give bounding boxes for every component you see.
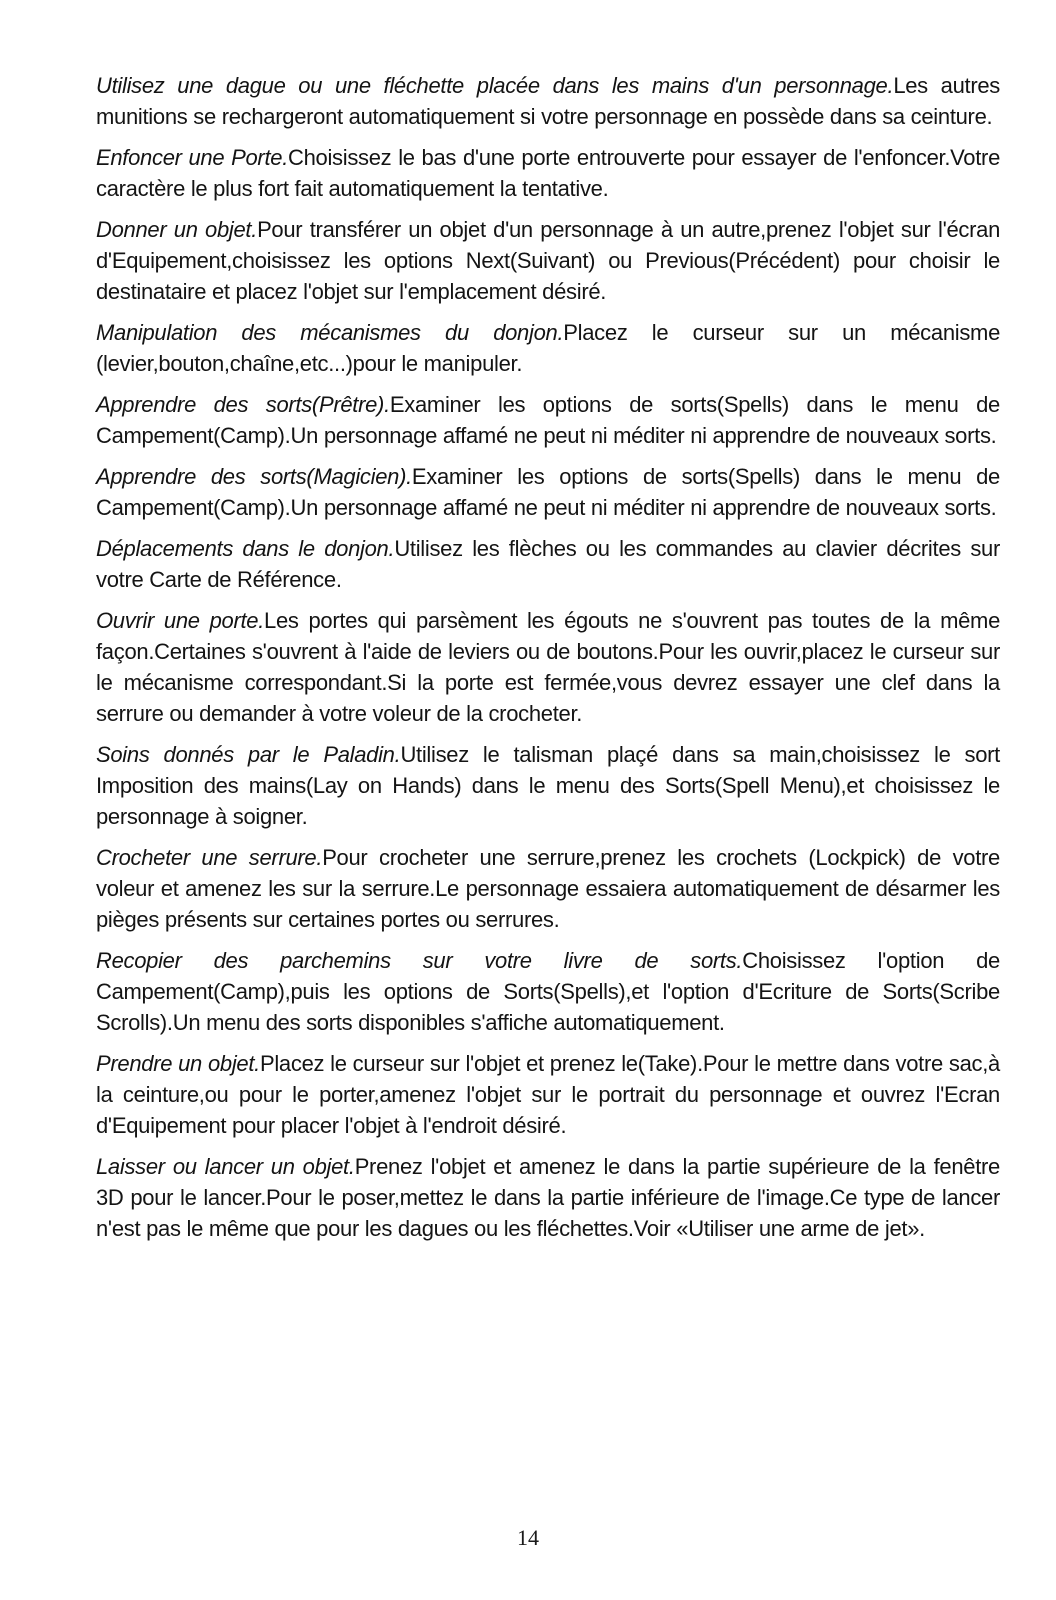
paragraph-drop-throw	[96, 1151, 1000, 1244]
paragraph-open-door	[96, 605, 1000, 729]
paragraph-learn-spells-mage	[96, 461, 1000, 523]
paragraph-heading: Ouvrir une porte.	[96, 608, 265, 633]
paragraph-text: Choisissez l'option de Campement(Camp),puis les options de Sorts(Spells),et l'option d'Ecriture de Sorts(Scribe Scrolls).Un menu des sorts disponibles s'affiche automatiquement.	[96, 948, 1000, 1035]
paragraph-text: Choisissez le bas d'une porte entrouverte pour essayer de l'enfoncer.Votre caractère le plus fort fait automatiquement la tentative.	[96, 145, 1000, 201]
paragraph-heading: Soins donnés par le Paladin.	[96, 742, 401, 767]
paragraph-text: Utilisez le talisman plaçé dans sa main,choisissez le sort Imposition des mains(Lay on Hands) dans le menu des Sorts(Spell Menu),et choisissez le personnage à soigner.	[96, 742, 1000, 829]
paragraph-text: Les portes qui parsèment les égouts ne s'ouvrent pas toutes de la même façon.Certaines s'ouvrent à l'aide de leviers ou de boutons.Pour les ouvrir,placez le curseur sur le mécanisme correspondant.Si la porte est fermée,vous devrez essayer une clef dans la serrure ou demander à votre voleur de la crocheter.	[96, 608, 1001, 726]
paragraph-heading: Donner un objet.	[96, 217, 258, 242]
manual-page-body	[96, 70, 1000, 1254]
paragraph-text: Examiner les options de sorts(Spells) dans le menu de Campement(Camp).Un personnage affamé ne peut ni méditer ni apprendre de nouveaux sorts.	[96, 464, 1000, 520]
paragraph-scribe-scrolls	[96, 945, 1000, 1038]
paragraph-movement	[96, 533, 1000, 595]
paragraph-text: Placez le curseur sur l'objet et prenez le(Take).Pour le mettre dans votre sac,à la ceinture,ou pour le porter,amenez l'objet sur le portrait du personnage et ouvrez l'Ecran d'Equipement pour placer l'objet à l'endroit désiré.	[96, 1051, 1000, 1138]
paragraph-heading: Apprendre des sorts(Magicien).	[96, 464, 412, 489]
paragraph-text: Utilisez les flèches ou les commandes au clavier décrites sur votre Carte de Référence.	[96, 536, 1001, 592]
paragraph-heading: Recopier des parchemins sur votre livre de sorts.	[96, 948, 743, 973]
paragraph-heading: Déplacements dans le donjon.	[96, 536, 395, 561]
paragraph-text: Les autres munitions se rechargeront automatiquement si votre personnage en possède dans sa ceinture.	[96, 73, 1001, 129]
paragraph-heading: Prendre un objet.	[96, 1051, 260, 1076]
paragraph-text: Prenez l'objet et amenez le dans la partie supérieure de la fenêtre 3D pour le lancer.Pour le poser,mettez le dans la partie inférieure de l'image.Ce type de lancer n'est pas le même que pour les dagues ou les fléchettes.Voir «Utiliser une arme de jet».	[96, 1154, 1000, 1241]
paragraph-force-door	[96, 142, 1000, 204]
paragraph-heading: Laisser ou lancer un objet.	[96, 1154, 355, 1179]
paragraph-take-object	[96, 1048, 1000, 1141]
paragraph-text: Pour crocheter une serrure,prenez les crochets (Lockpick) de votre voleur et amenez les sur la serrure.Le personnage essaiera automatiquement de désarmer les pièges présents sur certaines portes ou serrures.	[96, 845, 1000, 932]
paragraph-give-object	[96, 214, 1000, 307]
paragraph-dagger	[96, 70, 1000, 132]
paragraph-text: Placez le curseur sur un mécanisme (levier,bouton,chaîne,etc...)pour le manipuler.	[96, 320, 1001, 376]
paragraph-learn-spells-priest	[96, 389, 1000, 451]
paragraph-pick-lock	[96, 842, 1000, 935]
page-number: 14	[517, 1525, 539, 1550]
paragraph-text: Examiner les options de sorts(Spells) dans le menu de Campement(Camp).Un personnage affamé ne peut ni méditer ni apprendre de nouveaux sorts.	[96, 392, 1000, 448]
paragraph-heading: Manipulation des mécanismes du donjon.	[96, 320, 564, 345]
paragraph-heading: Apprendre des sorts(Prêtre).	[96, 392, 390, 417]
paragraph-text: Pour transférer un objet d'un personnage à un autre,prenez l'objet sur l'écran d'Equipement,choisissez les options Next(Suivant) ou Previous(Précédent) pour choisir le destinataire et placez l'objet sur l'emplacement désiré.	[96, 217, 1001, 304]
paragraph-heading: Enfoncer une Porte.	[96, 145, 289, 170]
paragraph-heading: Crocheter une serrure.	[96, 845, 323, 870]
paragraph-mechanisms	[96, 317, 1000, 379]
paragraph-heading: Utilisez une dague ou une fléchette placée dans les mains d'un personnage.	[96, 73, 894, 98]
paragraph-paladin-healing	[96, 739, 1000, 832]
